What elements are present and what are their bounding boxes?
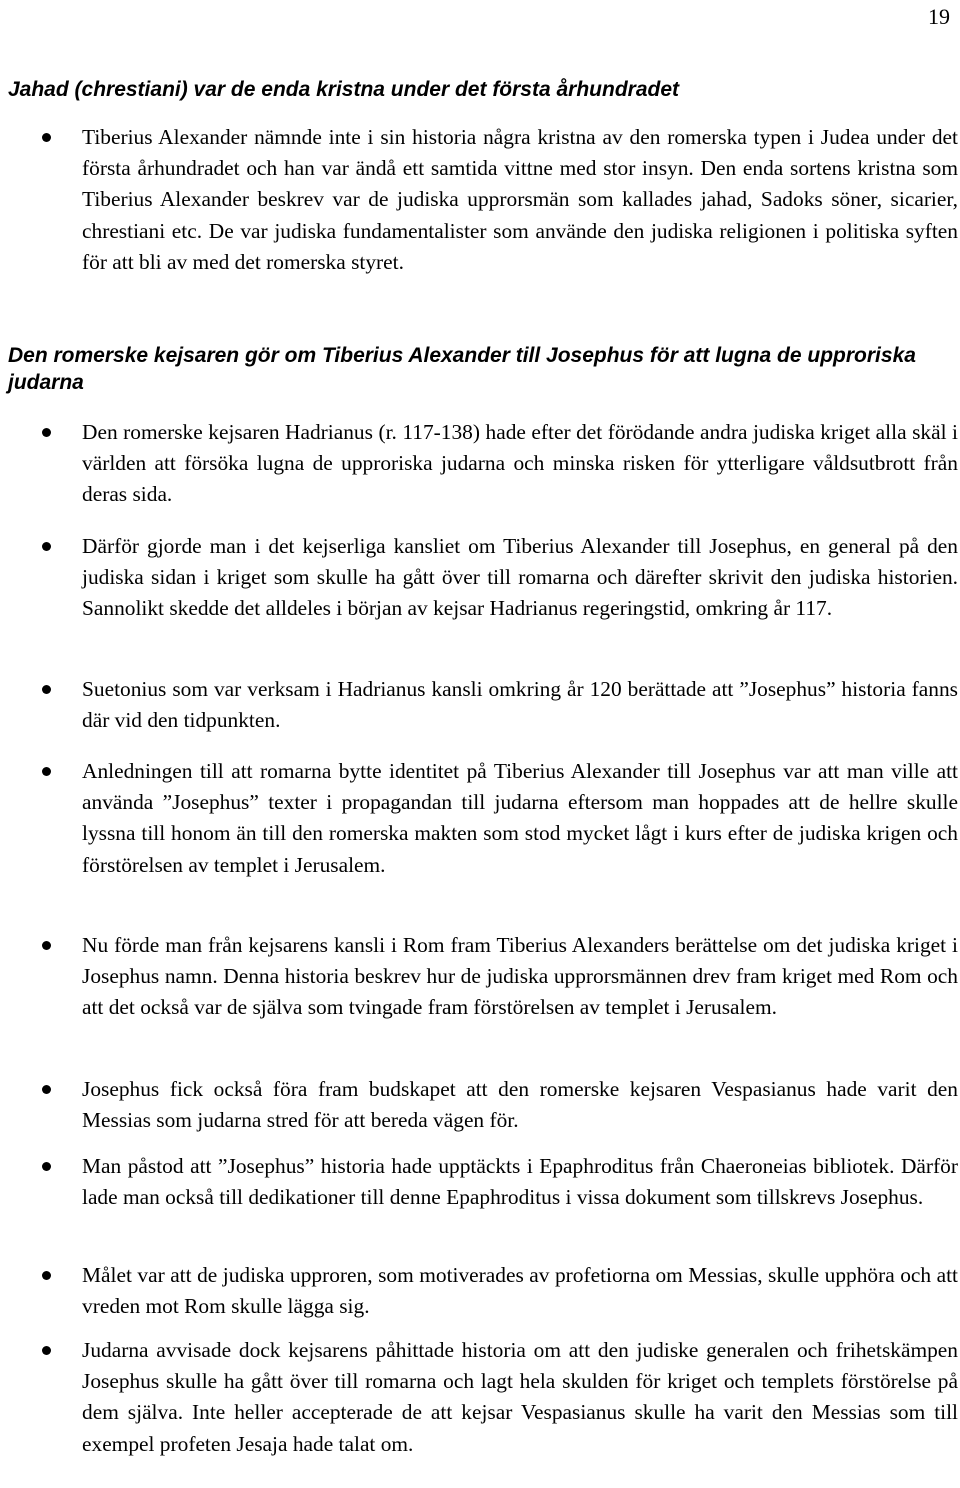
bullet-icon (42, 685, 51, 694)
bullet-icon (42, 1085, 51, 1094)
section-heading: Den romerske kejsaren gör om Tiberius Alexander till Josephus för att lugna de upproriska judarna (8, 344, 916, 394)
list-item: Målet var att de judiska upproren, som motiverades av profetiorna om Messias, skulle upphöra och att vreden mot Rom skulle lägga sig. (82, 1263, 958, 1319)
list-item: Suetonius som var verksam i Hadrianus kansli omkring år 120 berättade att ”Josephus” historia fanns där vid den tidpunkten. (82, 677, 958, 733)
bullet-icon (42, 941, 51, 950)
list-item: Tiberius Alexander nämnde inte i sin historia några kristna av den romerska typen i Judea under det första århundradet och han var ändå ett samtida vittne med stor insyn. Den enda sortens kristna som Tiberius Alexander beskrev var de judiska upprorsmän som kallades jahad, Sadoks söner, sicarier, chrestiani etc. De var judiska fundamentalister som använde den judiska religionen i politiska syften för att bli av med det romerska styret. (82, 125, 958, 274)
bullet-icon (42, 1346, 51, 1355)
list-item: Josephus fick också föra fram budskapet att den romerske kejsaren Vespasianus hade varit den Messias som judarna stred för att bereda vägen för. (82, 1077, 958, 1133)
list-item: Anledningen till att romarna bytte identitet på Tiberius Alexander till Josephus var att man ville att använda ”Josephus” texter i propagandan till judarna eftersom man hoppades att de hellre skulle lyssna till honom än till den romerska makten som stod mycket lågt i kurs efter de judiska krigen och förstörelsen av templet i Jerusalem. (82, 759, 958, 877)
list-item: Därför gjorde man i det kejserliga kansliet om Tiberius Alexander till Josephus, en general på den judiska sidan i kriget som skulle ha gått över till romarna och därefter skrivit den judiska historien. Sannolikt skedde det alldeles i början av kejsar Hadrianus regeringstid, omkring år 117. (82, 534, 958, 621)
list-item: Nu förde man från kejsarens kansli i Rom fram Tiberius Alexanders berättelse om det judiska kriget i Josephus namn. Denna historia beskrev hur de judiska upprorsmännen drev fram kriget med Rom och att det också var de själva som tvingade fram förstörelsen av templet i Jerusalem. (82, 933, 958, 1020)
list-item: Man påstod att ”Josephus” historia hade upptäckts i Epaphroditus från Chaeroneias bibliotek. Därför lade man också till dedikationer till denne Epaphroditus i vissa dokument som tillskrevs Josephus. (82, 1154, 958, 1210)
list-item: Judarna avvisade dock kejsarens påhittade historia om att den judiske generalen och frihetskämpen Josephus skulle ha gått över till romarna och lagt hela skulden för kriget och templets förstörelse på dem själva. Inte heller accepterade de att kejsar Vespasianus skulle ha varit den Messias som till exempel profeten Jesaja hade talat om. (82, 1338, 958, 1456)
bullet-icon (42, 1162, 51, 1171)
bullet-icon (42, 133, 51, 142)
bullet-icon (42, 428, 51, 437)
page-number: 19 (928, 4, 950, 29)
bullet-icon (42, 1271, 51, 1280)
section-heading: Jahad (chrestiani) var de enda kristna under det första århundradet (8, 78, 680, 101)
bullet-icon (42, 767, 51, 776)
list-item: Den romerske kejsaren Hadrianus (r. 117-138) hade efter det förödande andra judiska kriget alla skäl i världen att försöka lugna de upproriska judarna och minska risken för ytterligare våldsutbrott från deras sida. (82, 420, 958, 507)
bullet-icon (42, 542, 51, 551)
